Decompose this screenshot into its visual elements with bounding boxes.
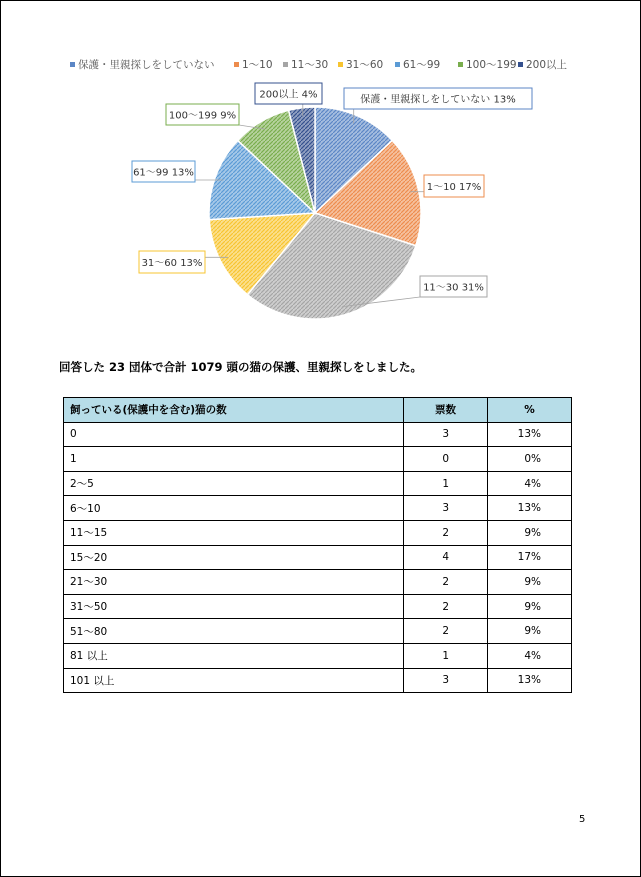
- cat-count-table: [63, 397, 572, 693]
- pie-slices: [209, 107, 421, 319]
- legend-swatch: [283, 62, 288, 67]
- row-votes: 3: [404, 422, 488, 447]
- table-row: [64, 496, 572, 521]
- table-row: [64, 619, 572, 644]
- label-text: 保護・里親探しをしていない 13%: [360, 94, 516, 106]
- legend-label: 11～30: [291, 59, 329, 71]
- table-row: [64, 545, 572, 570]
- data-label: [139, 251, 228, 273]
- row-votes: 1: [404, 643, 488, 668]
- legend-item: [338, 59, 383, 71]
- row-percent: 13%: [488, 668, 572, 693]
- header-percent: %: [488, 398, 572, 423]
- legend-item: [70, 58, 215, 71]
- row-votes: 3: [404, 668, 488, 693]
- row-votes: 0: [404, 447, 488, 472]
- row-label: 1: [64, 447, 404, 472]
- row-votes: 2: [404, 619, 488, 644]
- legend-item: [395, 59, 440, 71]
- legend-label: 31～60: [346, 59, 384, 71]
- row-label: 0: [64, 422, 404, 447]
- table-row: [64, 594, 572, 619]
- row-label: 6～10: [64, 496, 404, 521]
- data-label: [410, 175, 484, 197]
- row-percent: 0%: [488, 447, 572, 472]
- row-label: 2～5: [64, 471, 404, 496]
- row-votes: 3: [404, 496, 488, 521]
- row-votes: 2: [404, 594, 488, 619]
- header-cat-count: 飼っている(保護中を含む)猫の数: [64, 398, 404, 423]
- row-votes: 1: [404, 471, 488, 496]
- legend-swatch: [234, 62, 239, 67]
- row-percent: 17%: [488, 545, 572, 570]
- legend-swatch: [70, 62, 75, 67]
- row-label: 31～50: [64, 594, 404, 619]
- header-votes: 票数: [404, 398, 488, 423]
- row-percent: 13%: [488, 496, 572, 521]
- row-percent: 13%: [488, 422, 572, 447]
- legend-item: [518, 58, 568, 71]
- label-text: 1～10 17%: [426, 182, 482, 193]
- table-row: [64, 570, 572, 595]
- pie-chart: [1, 1, 640, 346]
- row-votes: 2: [404, 520, 488, 545]
- row-percent: 9%: [488, 619, 572, 644]
- data-label: [166, 104, 265, 129]
- summary-text: 回答した 23 団体で合計 1079 頭の猫の保護、里親探しをしました。: [59, 360, 423, 374]
- table-row: [64, 668, 572, 693]
- label-text: 61～99 13%: [133, 167, 194, 179]
- row-label: 101 以上: [64, 668, 404, 693]
- row-percent: 9%: [488, 570, 572, 595]
- legend-label: 1～10: [242, 59, 273, 71]
- table-row: [64, 447, 572, 472]
- legend-swatch: [458, 62, 463, 67]
- table-row: [64, 520, 572, 545]
- label-text: 200以上 4%: [259, 89, 318, 101]
- chart-legend: [70, 58, 568, 71]
- row-label: 81 以上: [64, 643, 404, 668]
- legend-swatch: [518, 62, 523, 67]
- row-percent: 4%: [488, 643, 572, 668]
- row-label: 21～30: [64, 570, 404, 595]
- row-percent: 9%: [488, 594, 572, 619]
- label-text: 100～199 9%: [168, 110, 237, 122]
- table-row: [64, 643, 572, 668]
- legend-label: 保護・里親探しをしていない: [78, 59, 215, 71]
- data-label: [344, 88, 532, 124]
- row-label: 15～20: [64, 545, 404, 570]
- table-row: [64, 422, 572, 447]
- row-label: 51～80: [64, 619, 404, 644]
- legend-item: [234, 59, 273, 71]
- label-text: 11～30 31%: [423, 282, 484, 294]
- legend-label: 200以上: [526, 59, 568, 71]
- table-header-row: [64, 398, 572, 423]
- legend-swatch: [338, 62, 343, 67]
- table-row: [64, 471, 572, 496]
- label-text: 31～60 13%: [141, 258, 203, 269]
- legend-item: [458, 59, 517, 71]
- row-votes: 4: [404, 545, 488, 570]
- row-percent: 4%: [488, 471, 572, 496]
- row-percent: 9%: [488, 520, 572, 545]
- row-label: 11～15: [64, 520, 404, 545]
- legend-swatch: [395, 62, 400, 67]
- data-label: [132, 161, 223, 182]
- row-votes: 2: [404, 570, 488, 595]
- legend-label: 61～99: [403, 59, 441, 71]
- page-number: 5: [579, 814, 586, 825]
- legend-label: 100～199: [466, 59, 517, 71]
- legend-item: [283, 59, 328, 71]
